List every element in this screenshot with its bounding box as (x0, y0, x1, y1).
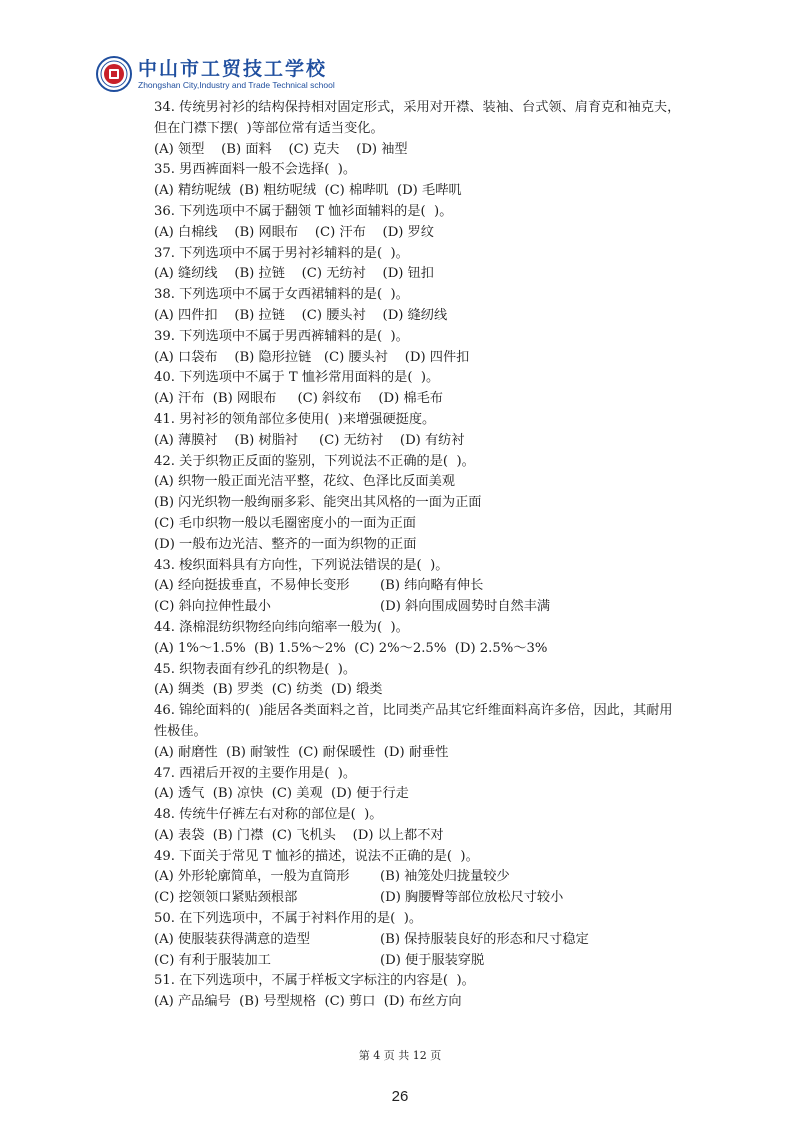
question-option: (A) 外形轮廓简单，一般为直筒形 (154, 869, 350, 885)
school-name-en: Zhongshan City,Industry and Trade Technical school (138, 80, 335, 90)
school-logo-icon (96, 56, 132, 92)
question-options: (A) 精纺呢绒 (B) 粗纺呢绒 (C) 棉哔叽 (D) 毛哔叽 (154, 183, 462, 199)
question-options: (A) 汗布 (B) 网眼布 (C) 斜纹布 (D) 棉毛布 (154, 391, 443, 407)
question-option: (D) 胸腰臀等部位放松尺寸较小 (380, 890, 564, 906)
question-item (154, 618, 714, 660)
question-item (154, 285, 714, 327)
question-stem: 46. 锦纶面料的( )能居各类面料之首，比同类产品其它纤维面料高许多倍，因此，其耐用 (154, 703, 673, 719)
question-options: (A) 缝纫线 (B) 拉链 (C) 无纺衬 (D) 钮扣 (154, 266, 434, 282)
question-stem: 但在门襟下摆( )等部位常有适当变化。 (154, 120, 384, 136)
question-item (154, 764, 714, 806)
question-options: (A) 1%～1.5% (B) 1.5%～2% (C) 2%～2.5% (D) 2.5%～3% (154, 640, 548, 656)
question-options: (A) 产品编号 (B) 号型规格 (C) 剪口 (D) 布丝方向 (154, 994, 462, 1010)
question-option: (B) 纬向略有伸长 (380, 578, 484, 594)
question-options-row (154, 951, 714, 972)
question-item (154, 556, 714, 618)
question-options: (A) 白棉线 (B) 网眼布 (C) 汗布 (D) 罗纹 (154, 224, 434, 240)
question-options: (A) 口袋布 (B) 隐形拉链 (C) 腰头衬 (D) 四件扣 (154, 349, 470, 365)
question-item (154, 244, 714, 286)
page-number: 26 (391, 1088, 409, 1105)
question-options: (A) 四件扣 (B) 拉链 (C) 腰头衬 (D) 缝纫线 (154, 307, 448, 323)
question-stem: 47. 西裙后开衩的主要作用是( )。 (154, 765, 357, 781)
question-option: (C) 有利于服装加工 (154, 952, 271, 968)
question-options-row (154, 888, 714, 909)
question-stem: 43. 梭织面料具有方向性，下列说法错误的是( )。 (154, 557, 449, 573)
question-options: (B) 闪光织物一般绚丽多彩、能突出其风格的一面为正面 (154, 495, 482, 511)
question-options: (A) 薄膜衬 (B) 树脂衬 (C) 无纺衬 (D) 有纺衬 (154, 432, 465, 448)
school-header (96, 56, 335, 92)
question-stem: 37. 下列选项中不属于男衬衫辅料的是( )。 (154, 245, 409, 261)
question-item (154, 368, 714, 410)
question-options-row (154, 597, 714, 618)
question-stem: 38. 下列选项中不属于女西裙辅料的是( )。 (154, 287, 409, 303)
question-option: (C) 斜向拉伸性最小 (154, 599, 271, 615)
question-stem: 44. 涤棉混纺织物经向纬向缩率一般为( )。 (154, 619, 409, 635)
question-item (154, 452, 714, 556)
question-stem: 36. 下列选项中不属于翻领 T 恤衫面辅料的是( )。 (154, 203, 453, 219)
question-options-row (154, 930, 714, 951)
question-item (154, 410, 714, 452)
question-options: (A) 织物一般正面光洁平整，花纹、色泽比反面美观 (154, 474, 455, 490)
school-name: 中山市工贸技工学校 (138, 58, 328, 80)
question-stem: 性极佳。 (154, 723, 207, 739)
question-item (154, 701, 714, 763)
question-option: (A) 经向挺拔垂直，不易伸长变形 (154, 578, 350, 594)
question-stem: 50. 在下列选项中，不属于衬料作用的是( )。 (154, 911, 423, 927)
question-item (154, 909, 714, 971)
question-options: (A) 绸类 (B) 罗类 (C) 纺类 (D) 缎类 (154, 682, 383, 698)
question-item (154, 327, 714, 369)
question-item (154, 160, 714, 202)
question-stem: 34. 传统男衬衫的结构保持相对固定形式，采用对开襟、装袖、台式领、肩育克和袖克夫， (154, 100, 681, 115)
question-options: (A) 耐磨性 (B) 耐皱性 (C) 耐保暖性 (D) 耐垂性 (154, 744, 449, 760)
question-option: (B) 保持服装良好的形态和尺寸稳定 (380, 931, 589, 947)
question-option: (C) 挖领领口紧贴颈根部 (154, 890, 298, 906)
question-stem: 51. 在下列选项中，不属于样板文字标注的内容是( )。 (154, 973, 475, 989)
question-options-row (154, 867, 714, 888)
question-stem: 42. 关于织物正反面的鉴别，下列说法不正确的是( )。 (154, 453, 475, 469)
question-stem: 45. 织物表面有纱孔的织物是( )。 (154, 661, 357, 677)
question-list (154, 98, 714, 1013)
question-stem: 41. 男衬衫的领角部位多使用( )来增强硬挺度。 (154, 411, 436, 427)
question-stem: 39. 下列选项中不属于男西裤辅料的是( )。 (154, 328, 409, 344)
question-stem: 40. 下列选项中不属于 T 恤衫常用面料的是( )。 (154, 370, 440, 386)
question-item (154, 847, 714, 909)
question-options: (A) 领型 (B) 面料 (C) 克夫 (D) 袖型 (154, 141, 408, 157)
question-options-row (154, 576, 714, 597)
question-item (154, 971, 714, 1013)
question-item (154, 98, 714, 160)
page-footer: 第 4 页 共 12 页 (358, 1049, 442, 1062)
question-stem: 35. 男西裤面料一般不会选择( )。 (154, 162, 357, 178)
question-item (154, 660, 714, 702)
question-item (154, 202, 714, 244)
question-option: (A) 使服装获得满意的造型 (154, 931, 310, 947)
question-options: (D) 一般布边光洁、整齐的一面为织物的正面 (154, 536, 417, 552)
question-item (154, 805, 714, 847)
question-option: (D) 斜向围成圆势时自然丰满 (380, 599, 551, 615)
question-options: (C) 毛巾织物一般以毛圈密度小的一面为正面 (154, 515, 416, 531)
question-option: (D) 便于服装穿脱 (380, 952, 485, 968)
question-stem: 49. 下面关于常见 T 恤衫的描述，说法不正确的是( )。 (154, 848, 479, 864)
question-options: (A) 表袋 (B) 门襟 (C) 飞机头 (D) 以上都不对 (154, 827, 444, 843)
question-option: (B) 袖笼处归拢量较少 (380, 869, 510, 885)
question-options: (A) 透气 (B) 凉快 (C) 美观 (D) 便于行走 (154, 786, 409, 802)
question-stem: 48. 传统牛仔裤左右对称的部位是( )。 (154, 807, 383, 823)
